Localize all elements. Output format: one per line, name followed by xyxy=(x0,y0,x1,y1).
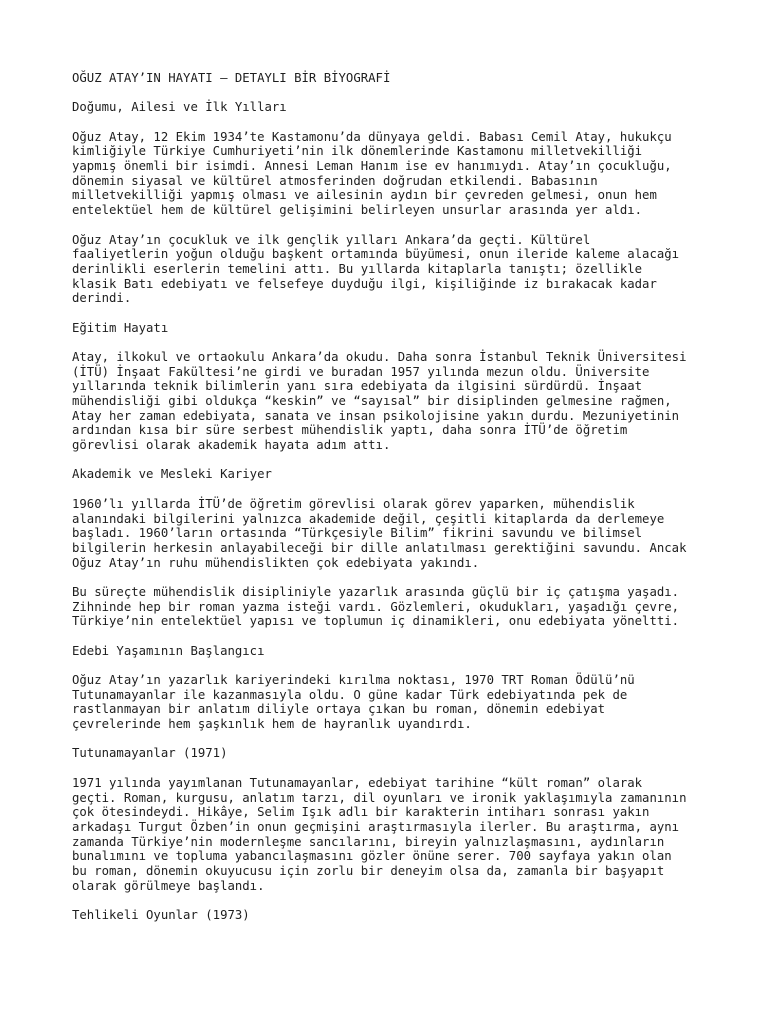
document-page xyxy=(72,71,686,923)
section-heading-tehlikeli-oyunlar: Tehlikeli Oyunlar (1973) xyxy=(72,907,250,922)
section-heading-academic-career: Akademik ve Mesleki Kariyer xyxy=(72,467,272,482)
paragraph-academic-career: 1960’lı yıllarda İTÜ’de öğretim görevlisi olarak görev yaparken, mühendislik alanındaki bilgilerini yalnızca akademide değil, çeşitli kitaplarda da derlemeye başladı. 1960’ların ortasında “Türkçesiyle Bilim” fikrini savundu ve bilimsel bilgilerin herkesin anlayabileceği bir dille anlatılması gerektiğini savundu. Ancak Oğuz Atay’ın ruhu mühendislikten çok edebiyata yakındı. xyxy=(72,496,687,570)
paragraph-birth-family: Oğuz Atay, 12 Ekim 1934’te Kastamonu’da dünyaya geldi. Babası Cemil Atay, hukukçu kimliğiyle Türkiye Cumhuriyeti’nin ilk dönemlerinde Kastamonu milletvekilliği yapmış önemli bir isimdi. Annesi Leman Hanım ise ev hanımıydı. Atay’ın çocukluğu, dönemin siyasal ve kültürel atmosferinden doğrudan etkilendi. Babasının milletvekilliği yapmış olması ve ailesinin aydın bir çevreden gelmesi, onun hem entelektüel hem de kültürel gelişimini belirleyen unsurlar arasında yer aldı. xyxy=(72,129,672,218)
paragraph-education: Atay, ilkokul ve ortaokulu Ankara’da okudu. Daha sonra İstanbul Teknik Üniversitesi (İTÜ) İnşaat Fakültesi’ne girdi ve buradan 1957 yılında mezun oldu. Üniversite yıllarında teknik bilimlerin yanı sıra edebiyata da ilgisini sürdürdü. İnşaat mühendisliği gibi oldukça “keskin” ve “sayısal” bir disiplinden gelmesine rağmen, Atay her zaman edebiyata, sanata ve insan psikolojisine yakın durdu. Mezuniyetinin ardından kısa bir süre serbest mühendislik yaptı, daha sonra İTÜ’de öğretim görevlisi olarak akademik hayata adım attı. xyxy=(72,349,687,453)
paragraph-tutunamayanlar: 1971 yılında yayımlanan Tutunamayanlar, edebiyat tarihine “kült roman” olarak geçti. Roman, kurgusu, anlatım tarzı, dil oyunları ve ironik yaklaşımıyla zamanının çok ötesindeydi. Hikâye, Selim Işık adlı bir karakterin intiharı sonrası yakın arkadaşı Turgut Özben’in onun geçmişini araştırmasıyla ilerler. Bu araştırma, aynı zamanda Türkiye’nin modernleşme sancılarını, bireyin yalnızlaşmasını, aydınların bunalımını ve topluma yabancılaşmasını gözler önüne serer. 700 sayfaya yakın olan bu roman, dönemin okuyucusu için zorlu bir deneyim olsa da, zamanla bir başyapıt olarak görülmeye başlandı. xyxy=(72,775,687,893)
paragraph-childhood: Oğuz Atay’ın çocukluk ve ilk gençlik yılları Ankara’da geçti. Kültürel faaliyetlerin yoğun olduğu başkent ortamında büyümesi, onun ileride kaleme alacağı derinlikli eserlerin temelini attı. Bu yıllarda kitaplarla tanıştı; özellikle klasik Batı edebiyatı ve felsefeye duyduğu ilgi, kişiliğinde iz bırakacak kadar derindi. xyxy=(72,232,680,306)
section-heading-birth-family: Doğumu, Ailesi ve İlk Yılları xyxy=(72,100,287,115)
document-title: OĞUZ ATAY’IN HAYATI – DETAYLI BİR BİYOGRAFİ xyxy=(72,71,391,85)
section-heading-education: Eğitim Hayatı xyxy=(72,320,169,335)
section-heading-tutunamayanlar: Tutunamayanlar (1971) xyxy=(72,746,228,761)
paragraph-inner-conflict: Bu süreçte mühendislik disipliniyle yazarlık arasında güçlü bir iç çatışma yaşadı. Zihninde hep bir roman yazma isteği vardı. Gözlemleri, okudukları, yaşadığı çevre, Türkiye’nin entelektüel yapısı ve toplumun iç dinamikleri, onu edebiyata yöneltti. xyxy=(72,584,680,629)
section-heading-literary-beginning: Edebi Yaşamının Başlangıcı xyxy=(72,643,265,658)
paragraph-literary-beginning: Oğuz Atay’ın yazarlık kariyerindeki kırılma noktası, 1970 TRT Roman Ödülü’nü Tutunamayanlar ile kazanmasıyla oldu. O güne kadar Türk edebiyatında pek de rastlanmayan bir anlatım diliyle ortaya çıkan bu roman, dönemin edebiyat çevrelerinde hem şaşkınlık hem de hayranlık uyandırdı. xyxy=(72,673,635,732)
